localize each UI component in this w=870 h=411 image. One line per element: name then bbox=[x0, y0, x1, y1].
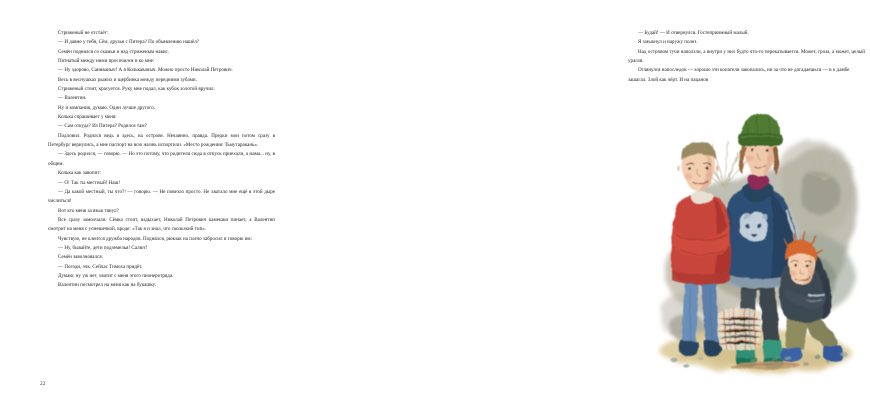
paragraph: Стриженый не отстаёт: bbox=[58, 30, 109, 36]
right-page-text-column bbox=[628, 29, 865, 85]
paragraph: Семён поднялся со скамьи и над стриженым навис. bbox=[58, 48, 170, 55]
paragraph: Подловил. Родился ведь я здесь, на острове. Нечаянно, правда. Предки мои потом сразу в Петербург вернулись, а мне паспорт на всю жизнь испортили. «Место рождения: Тьмутаракань». bbox=[48, 132, 275, 149]
paragraph: Чувствую, не клеится дружба народов. Поднялся, рюкзак на плечо забросил и говорю им: bbox=[58, 235, 253, 242]
paragraph: — Ну, бывайте, дети подземелья! Салют! bbox=[58, 244, 148, 251]
left-page bbox=[0, 0, 300, 411]
paragraph: — Будай! — И отвернулся. Гостеприимный малый. bbox=[638, 30, 749, 36]
paragraph: Все сразу замолчали. Сёмка стоит, вздыхает, Николай Петрович камешки пинает, а Валентин смотрит на меня с усмешечкой, вроде: «Так я и знал, что скользкий тип». bbox=[48, 216, 275, 233]
paragraph: Семён заволновался. bbox=[58, 254, 103, 261]
paragraph: Я хмыкнул и наружу полез. bbox=[638, 39, 698, 46]
paragraph: Думаю: ну уж нет, хватит с меня этого пионеротряда. bbox=[58, 272, 174, 279]
green-knit-hat bbox=[738, 114, 783, 146]
paragraph: Ну и компания, думаю. Один лучше другого. bbox=[58, 104, 156, 111]
paragraph: — Да какой местный, ты что?! — говорю. — Не повезло просто. Не хватало мне ещё в этой дыре числиться! bbox=[48, 188, 275, 205]
right-page bbox=[300, 0, 865, 411]
paragraph: Вот кто меня за язык тянул? bbox=[58, 207, 119, 214]
paragraph: — Ну здорово, Саниваныч! А я Колькаваныч. Можно просто Николай Петрович. bbox=[58, 67, 233, 74]
paragraph: — Сам откуда? Из Питера? Родился там? bbox=[58, 123, 147, 130]
illustration-three-boys bbox=[638, 108, 870, 380]
paragraph: — Здесь родился, — говорю. — Но это потому, что родители сюда в отпуск приехали, а мама... ну, в общем. bbox=[48, 151, 275, 167]
paragraph: Стриженый стоит, красуется. Руку мне подал, как кубок золотой вручил. bbox=[58, 86, 215, 93]
paragraph: Колька спрашивает у меня: bbox=[58, 114, 117, 121]
paragraph: Над островом тучи наползли, а внутри у них будто что-то перекатывается. Может, гроза, а может, целый ураган. bbox=[628, 48, 865, 65]
paragraph: Весь в веснушках рыжих и щербинка между передними зубами. bbox=[58, 76, 197, 83]
paragraph: — Валентин. bbox=[58, 95, 87, 102]
paragraph: — И давно у тебя, Сём, друзья с Питера? По объявлению нашёл? bbox=[58, 39, 199, 46]
paragraph: Колька как завопит: bbox=[58, 170, 101, 177]
red-sweater bbox=[671, 192, 731, 285]
paragraph: Валентин посмотрел на меня как на букашку. bbox=[58, 282, 156, 289]
paragraph: Оглянулся напоследок — хорошо эти копатели закопались, ни за что не догадаешься — и к дамбе зашагал. Злой как чёрт. И на пацанов bbox=[628, 67, 850, 83]
plaid-bag bbox=[717, 308, 762, 350]
left-page-text-column bbox=[48, 29, 275, 291]
paragraph: Пятнатый между ними просочился и ко мне: bbox=[58, 58, 155, 65]
paragraph: — Погоди, эчк. Сейчас Тимоха придёт. bbox=[58, 263, 143, 270]
page-number: 22 bbox=[40, 381, 46, 387]
paragraph: — О! Так ты местный! Наш! bbox=[58, 179, 121, 186]
